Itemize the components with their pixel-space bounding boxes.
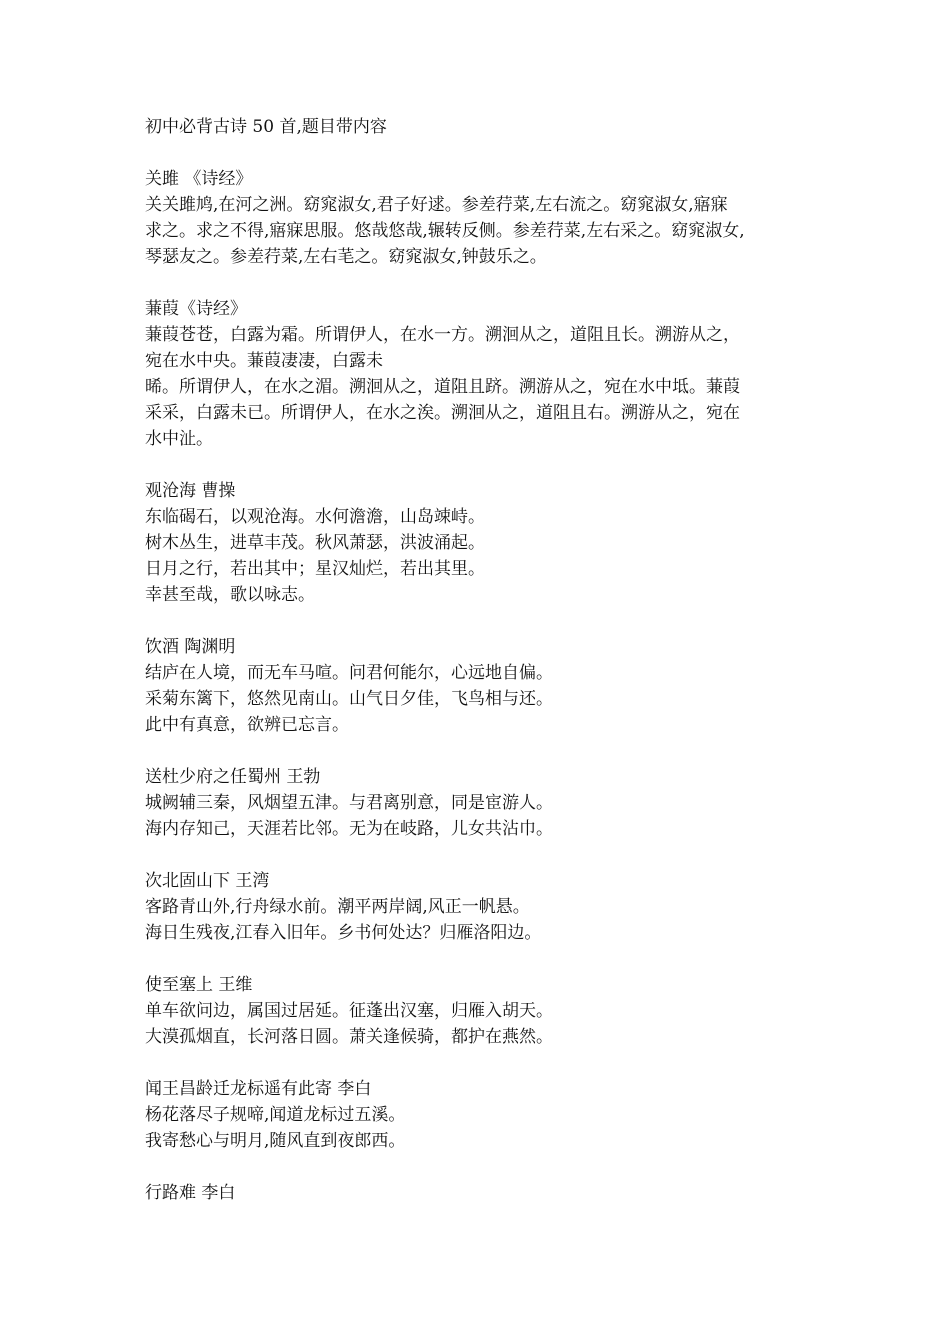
poem-line: 采采，白露未已。所谓伊人，在水之涘。溯洄从之，道阻且右。溯游从之，宛在 — [145, 403, 740, 423]
poem-block — [145, 296, 810, 452]
poem-line: 东临碣石，以观沧海。水何澹澹，山岛竦峙。 — [145, 507, 485, 527]
poem-title: 闻王昌龄迁龙标遥有此寄 李白 — [145, 1079, 372, 1099]
poem-block — [145, 764, 810, 842]
poem-title: 蒹葭《诗经》 — [145, 299, 247, 319]
poem-line: 采菊东篱下，悠然见南山。山气日夕佳，飞鸟相与还。 — [145, 689, 553, 709]
poem-line: 宛在水中央。蒹葭凄凄，白露未 — [145, 351, 383, 371]
poem-line: 海内存知己，天涯若比邻。无为在岐路，儿女共沾巾。 — [145, 819, 553, 839]
poem-title: 观沧海 曹操 — [145, 481, 236, 501]
poem-line: 我寄愁心与明月,随风直到夜郎西。 — [145, 1131, 406, 1151]
poem-block — [145, 634, 810, 738]
poem-line: 结庐在人境，而无车马喧。问君何能尔，心远地自偏。 — [145, 663, 553, 683]
poem-block — [145, 868, 810, 946]
poem-line: 求之。求之不得,寤寐思服。悠哉悠哉,辗转反侧。参差荇菜,左右采之。窈窕淑女, — [145, 221, 745, 241]
poem-title: 饮酒 陶渊明 — [145, 637, 236, 657]
poem-block — [145, 166, 810, 270]
poem-line: 蒹葭苍苍，白露为霜。所谓伊人，在水一方。溯洄从之，道阻且长。溯游从之， — [145, 325, 740, 345]
poem-line: 琴瑟友之。参差荇菜,左右芼之。窈窕淑女,钟鼓乐之。 — [145, 247, 547, 267]
poem-title: 行路难 李白 — [145, 1183, 236, 1203]
poem-block — [145, 478, 810, 608]
poem-line: 幸甚至哉，歌以咏志。 — [145, 585, 315, 605]
poem-line: 城阙辅三秦，风烟望五津。与君离别意，同是宦游人。 — [145, 793, 553, 813]
poem-line: 此中有真意，欲辨已忘言。 — [145, 715, 349, 735]
poem-line: 海日生残夜,江春入旧年。乡书何处达？归雁洛阳边。 — [145, 923, 542, 943]
poem-title: 使至塞上 王维 — [145, 975, 253, 995]
poem-line: 水中沚。 — [145, 429, 213, 449]
poem-line: 单车欲问边，属国过居延。征蓬出汉塞，归雁入胡天。 — [145, 1001, 553, 1021]
poem-line: 晞。所谓伊人，在水之湄。溯洄从之，道阻且跻。溯游从之，宛在水中坻。蒹葭 — [145, 377, 740, 397]
poem-line: 客路青山外,行舟绿水前。潮平两岸阔,风正一帆悬。 — [145, 897, 530, 917]
poem-block — [145, 1076, 810, 1154]
document-body — [145, 114, 810, 1232]
poem-title: 送杜少府之任蜀州 王勃 — [145, 767, 321, 787]
poem-block — [145, 1180, 810, 1206]
poem-title: 次北固山下 王湾 — [145, 871, 270, 891]
poem-line: 关关雎鸠,在河之洲。窈窕淑女,君子好逑。参差荇菜,左右流之。窈窕淑女,寤寐 — [145, 195, 728, 215]
poem-title: 关雎 《诗经》 — [145, 169, 253, 189]
document-title: 初中必背古诗 50 首,题目带内容 — [145, 117, 387, 137]
poem-line: 树木丛生，进草丰茂。秋风萧瑟，洪波涌起。 — [145, 533, 485, 553]
poem-line: 大漠孤烟直，长河落日圆。萧关逢候骑，都护在燕然。 — [145, 1027, 553, 1047]
poem-list — [145, 166, 810, 1206]
poem-line: 日月之行，若出其中；星汉灿烂，若出其里。 — [145, 559, 485, 579]
poem-line: 杨花落尽子规啼,闻道龙标过五溪。 — [145, 1105, 406, 1125]
poem-block — [145, 972, 810, 1050]
